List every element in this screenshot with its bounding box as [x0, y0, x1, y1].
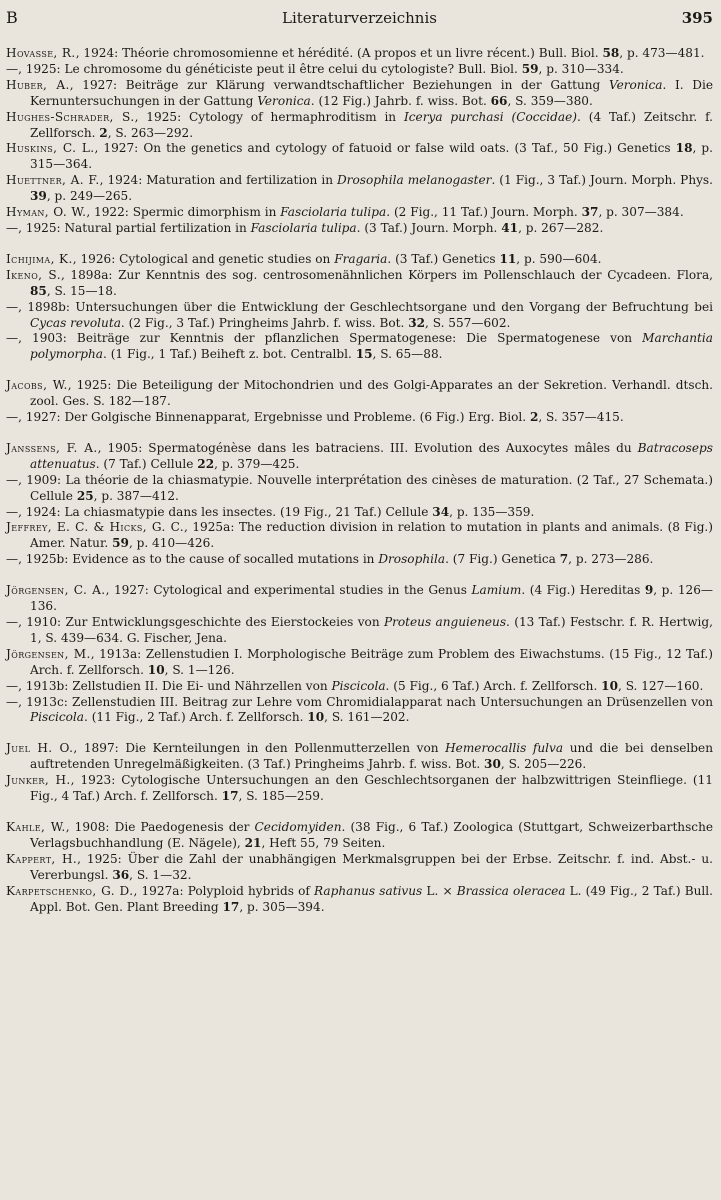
reference-text: . I. Die Kernuntersuchungen in der Gattung — [30, 77, 713, 108]
reference-volume: 10 — [601, 678, 618, 693]
reference-text: —, 1910: Zur Entwicklungsgeschichte des Eierstockeies von — [6, 615, 384, 629]
reference-text: , p. 307—384. — [598, 205, 684, 220]
reference-author: Huber, A. — [6, 77, 70, 92]
reference-volume: 25 — [76, 488, 94, 503]
reference-volume: 58 — [602, 46, 620, 60]
reference-taxon: Fasciolaria tulipa — [280, 205, 387, 220]
reference-entry — [6, 820, 713, 852]
reference-text: , p. 387—412. — [93, 488, 179, 503]
reference-text: , 1927: On the genetics and cytology of fatuoid or false wild oats. (3 Taf., 50 Fig.) Genetics — [94, 141, 676, 156]
reference-taxon: Piscicola — [331, 678, 386, 693]
reference-taxon: Proteus anguieneus — [383, 615, 507, 629]
reference-text: , S. 359—380. — [507, 93, 593, 108]
reference-text: —, 1927: Der Golgische Binnenapparat, Ergebnisse und Probleme. (6 Fig.) Erg. Biol. — [6, 410, 530, 425]
reference-taxon: Icerya purchasi (Coccidae) — [404, 109, 577, 124]
reference-text: , 1926: Cytological and genetic studies on — [72, 251, 335, 266]
reference-entry — [6, 78, 713, 110]
reference-author: Ikeno, S. — [6, 267, 61, 282]
reference-text: , S. 205—226. — [500, 757, 587, 772]
reference-author: Jörgensen, M. — [6, 646, 91, 661]
reference-author: Hughes-Schrader, S. — [6, 109, 135, 124]
reference-text: . (4 Fig.) Hereditas — [521, 583, 645, 598]
reference-entry — [6, 520, 713, 552]
reference-text: . (12 Fig.) Jahrb. f. wiss. Bot. — [310, 93, 491, 108]
reference-text: —, 1913b: Zellstudien II. Die Ei- und Nährzellen von — [6, 678, 332, 693]
reference-text: , 1927a: Polyploid hybrids of — [133, 883, 315, 898]
reference-volume: 85 — [30, 283, 47, 298]
reference-text: , p. 310—334. — [538, 61, 624, 76]
reference-entry — [6, 741, 713, 773]
reference-volume: 59 — [521, 61, 539, 76]
reference-volume: 17 — [222, 899, 240, 914]
reference-text: —, 1925b: Evidence as to the cause of socalled mutations in — [6, 552, 379, 567]
reference-entry — [6, 141, 713, 173]
reference-taxon: Brassica oleracea — [456, 883, 566, 898]
reference-text: , 1922: Spermic dimorphism in — [86, 205, 281, 220]
reference-author: Ichijima, K. — [6, 251, 73, 266]
reference-text: , p. 305—394. — [239, 899, 325, 914]
reference-author: Janssens, F. A. — [6, 440, 98, 455]
reference-taxon: Fasciolaria tulipa — [250, 220, 357, 235]
reference-text: , S. 263—292. — [107, 125, 194, 140]
reference-volume: 11 — [499, 251, 517, 266]
reference-text: , 1908: Die Paedogenesis der — [65, 819, 255, 834]
reference-author: Jacobs, W. — [6, 378, 68, 393]
reference-text: L. × — [422, 883, 457, 898]
reference-text: , S. 127—160. — [618, 678, 704, 693]
reference-entry — [6, 62, 713, 78]
reference-volume: 32 — [408, 315, 426, 330]
reference-text: , p. 315—364. — [30, 141, 714, 172]
reference-volume: 10 — [147, 662, 165, 677]
reference-volume: 2 — [99, 125, 108, 140]
reference-volume: 37 — [581, 205, 599, 220]
reference-volume: 2 — [529, 410, 539, 425]
reference-taxon: Hemerocallis fulva — [445, 741, 564, 756]
reference-text: , p. 126—136. — [30, 583, 713, 614]
page-title: Literaturverzeichnis — [282, 9, 437, 27]
reference-text: , 1925: Die Beteiligung der Mitochondrien und des Golgi-Apparates an der Sekretion. Verhandl. dtsch. zool. Ges. S. 182—187. — [30, 378, 714, 409]
reference-entry — [6, 46, 713, 62]
reference-text: —, 1898b: Untersuchungen über die Entwicklung der Geschlechtsorgane und den Vorgang der Befruchtung bei — [6, 299, 713, 314]
reference-text: , 1927: Beiträge zur Klärung verwandtschaftlicher Beziehungen in der Gattung — [69, 77, 609, 92]
reference-text: , 1897: Die Kernteilungen in den Pollenmutterzellen von — [73, 741, 446, 756]
reference-text: , Heft 55, 79 Seiten. — [261, 835, 386, 850]
reference-volume: 9 — [644, 583, 654, 598]
reference-entry — [6, 773, 713, 805]
reference-text: , p. 135—359. — [449, 504, 535, 519]
reference-text: —, 1925: Natural partial fertilization in — [6, 220, 251, 235]
signature-letter: B — [6, 8, 18, 27]
reference-text: , p. 379—425. — [214, 456, 300, 471]
reference-text: . (2 Fig., 3 Taf.) Pringheims Jahrb. f. wiss. Bot. — [120, 315, 409, 330]
reference-text: . (5 Fig., 6 Taf.) Arch. f. Zellforsch. — [385, 678, 602, 693]
reference-volume: 7 — [559, 552, 569, 567]
reference-entry — [6, 378, 713, 410]
reference-entry — [6, 473, 713, 505]
reference-taxon: Raphanus sativus — [314, 883, 423, 898]
reference-author: Jeffrey, E. C. & Hicks, G. C. — [6, 520, 185, 535]
reference-entry — [6, 679, 713, 695]
reference-entry — [6, 505, 713, 521]
reference-text: . (2 Fig., 11 Taf.) Journ. Morph. — [386, 205, 582, 220]
reference-author: Huskins, C. L. — [6, 141, 95, 156]
reference-taxon: Drosophila — [378, 552, 446, 567]
reference-text: , p. 273—286. — [568, 552, 654, 567]
reference-text: , 1925a: The reduction division in relation to mutation in plants and animals. (8 Fig.) Amer. Natur. — [30, 520, 713, 551]
reference-volume: 30 — [484, 757, 501, 772]
reference-entry — [6, 615, 713, 647]
reference-text: , 1905: Spermatogénèse dans les batraciens. III. Evolution des Auxocytes mâles du — [97, 440, 638, 455]
reference-entry — [6, 331, 713, 363]
reference-volume: 36 — [112, 867, 130, 882]
reference-text: , S. 161—202. — [324, 710, 410, 725]
reference-taxon: Cycas revoluta — [30, 315, 121, 330]
reference-text: , S. 357—415. — [538, 410, 624, 425]
reference-entry — [6, 205, 713, 221]
reference-entry — [6, 300, 713, 332]
reference-text: , 1927: Cytological and experimental studies in the Genus — [105, 583, 472, 598]
reference-text: . (7 Taf.) Cellule — [95, 456, 198, 471]
reference-volume: 39 — [30, 189, 47, 204]
reference-entry — [6, 221, 713, 237]
reference-text: , S. 65—88. — [372, 347, 443, 362]
reference-entry — [6, 110, 713, 142]
reference-text: . (1 Fig., 1 Taf.) Beiheft z. bot. Centralbl. — [103, 347, 356, 362]
reference-text: , p. 473—481. — [619, 46, 705, 60]
reference-volume: 34 — [432, 504, 450, 519]
reference-entry — [6, 647, 713, 679]
reference-text: . (3 Taf.) Journ. Morph. — [356, 220, 502, 235]
reference-text: —, 1903: Beiträge zur Kenntnis der pflanzlichen Spermatogenese: Die Spermatogenese von — [6, 331, 643, 346]
reference-list — [6, 46, 713, 915]
reference-volume: 17 — [221, 789, 239, 804]
reference-entry — [6, 884, 713, 916]
reference-volume: 66 — [490, 93, 508, 108]
reference-taxon: Drosophila melanogaster — [336, 173, 492, 188]
reference-volume: 41 — [501, 220, 519, 235]
reference-author: Hyman, O. W. — [6, 205, 87, 220]
reference-taxon: Cecidomyiden — [254, 819, 342, 834]
reference-taxon: Veronica — [257, 93, 311, 108]
reference-text: . (11 Fig., 2 Taf.) Arch. f. Zellforsch. — [84, 710, 308, 725]
reference-text: , p. 590—604. — [516, 251, 602, 266]
reference-text: . (1 Fig., 3 Taf.) Journ. Morph. Phys. — [491, 173, 713, 188]
reference-text: , p. 267—282. — [518, 220, 604, 235]
reference-text: —, 1909: La théorie de la chiasmatypie. Nouvelle interprétation des cinèses de maturation. (2 Taf., 27 Schemata.) Cellule — [6, 472, 713, 503]
reference-text: , 1925: Über die Zahl der unabhängigen Merkmalsgruppen bei der Erbse. Zeitschr. f. ind. Abst.- u. Vererbungsl. — [30, 851, 713, 882]
reference-text: . (13 Taf.) Festschr. f. R. Hertwig, 1, S. 439—634. G. Fischer, Jena. — [30, 615, 713, 645]
reference-text: . (4 Taf.) Zeitschr. f. Zellforsch. — [30, 109, 714, 140]
reference-entry — [6, 852, 713, 884]
reference-taxon: Marchantia polymorpha — [30, 331, 713, 362]
reference-text: , p. 249—265. — [46, 189, 133, 204]
reference-text: —, 1913c: Zellenstudien III. Beitrag zur Lehre vom Chromidialapparat nach Untersuchungen an Drüsenzellen von — [6, 694, 713, 709]
page-number: 395 — [681, 9, 713, 27]
reference-text: —, 1924: La chiasmatypie dans les insectes. (19 Fig., 21 Taf.) Cellule — [6, 504, 433, 519]
reference-taxon: Fragaria — [334, 251, 388, 266]
reference-text: , S. 15—18. — [46, 283, 117, 298]
reference-entry — [6, 410, 713, 426]
reference-author: Jörgensen, C. A. — [6, 583, 106, 598]
reference-volume: 18 — [675, 141, 693, 156]
reference-text: , S. 1—126. — [164, 662, 235, 677]
reference-volume: 15 — [355, 347, 373, 362]
reference-taxon: Batracoseps attenuatus — [30, 440, 713, 471]
reference-author: Hovasse, R. — [6, 46, 76, 60]
reference-text: L. (49 Fig., 2 Taf.) Bull. Appl. Bot. Gen. Plant Breeding — [30, 883, 713, 914]
reference-text: . (38 Fig., 6 Taf.) Zoologica (Stuttgart, Schweizerbarthsche Verlagsbuchhandlung (E. Nägele), — [30, 819, 714, 850]
reference-entry — [6, 173, 713, 205]
reference-text: . (7 Fig.) Genetica — [445, 552, 560, 567]
reference-text: und die bei denselben auftretenden Unregelmäßigkeiten. (3 Taf.) Pringheims Jahrb. f. wiss. Bot. — [30, 741, 713, 772]
reference-text: , S. 185—259. — [238, 789, 324, 804]
reference-text: , 1913a: Zellenstudien I. Morphologische Beiträge zum Problem des Eiwachstums. (15 Fig., 12 Taf.) Arch. f. Zellforsch. — [30, 646, 713, 677]
reference-author: Kappert, H. — [6, 851, 78, 866]
reference-author: Kahle, W. — [6, 819, 66, 834]
reference-taxon: Veronica — [608, 77, 663, 92]
reference-text: . (3 Taf.) Genetics — [387, 251, 500, 266]
reference-entry — [6, 252, 713, 268]
reference-taxon: Piscicola — [30, 710, 84, 725]
reference-entry — [6, 583, 713, 615]
reference-entry — [6, 695, 713, 727]
reference-volume: 21 — [244, 835, 262, 850]
reference-text: , 1898a: Zur Kenntnis des sog. centrosomenähnlichen Körpers im Pollenschlauch der Cycadeen. Flora, — [60, 267, 714, 282]
reference-author: Junker, H. — [6, 773, 71, 788]
reference-text: —, 1925: Le chromosome du généticiste peut il être celui du cytologiste? Bull. Biol. — [6, 61, 522, 76]
reference-text: , 1925: Cytology of hermaphroditism in — [134, 109, 404, 124]
reference-author: Karpetschenko, G. D. — [6, 883, 134, 898]
reference-entry — [6, 552, 713, 568]
reference-volume: 59 — [112, 536, 129, 551]
running-header — [6, 8, 713, 30]
reference-entry — [6, 441, 713, 473]
reference-author: Juel H. O. — [6, 741, 74, 756]
reference-text: , S. 1—32. — [129, 867, 192, 882]
reference-taxon: Lamium — [471, 583, 522, 598]
reference-author: Huettner, A. F. — [6, 173, 100, 188]
reference-text: , S. 557—602. — [425, 315, 511, 330]
reference-text: , 1923: Cytologische Untersuchungen an den Geschlechtsorganen der halbzwittrigen Steinfliege. (11 Fig., 4 Taf.) Arch. f. Zellforsch. — [30, 773, 713, 804]
reference-text: , p. 410—426. — [128, 536, 215, 551]
reference-volume: 10 — [307, 710, 325, 725]
reference-volume: 22 — [197, 456, 215, 471]
reference-text: , 1924: Maturation and fertilization in — [99, 173, 337, 188]
reference-entry — [6, 268, 713, 300]
reference-text: , 1924: Théorie chromosomienne et hérédité. (A propos et un livre récent.) Bull. Biol. — [75, 46, 603, 60]
